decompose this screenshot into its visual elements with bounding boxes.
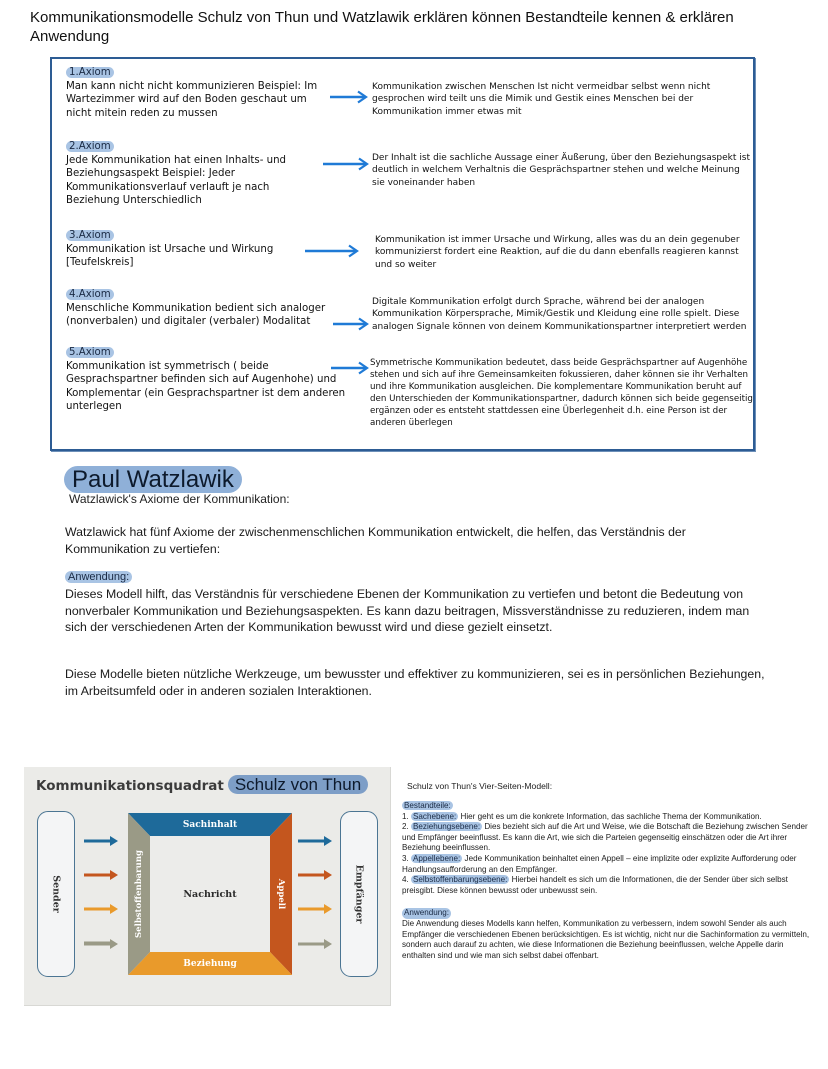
receiver-box [340,811,378,977]
arrow-gray-icon [296,937,336,951]
center-nachricht-label: Nachricht [183,889,237,900]
component-text: Hier geht es um die konkrete Information, das sachliche Thema der Kommunikation. [458,811,762,821]
page-title: Kommunikationsmodelle Schulz von Thun und Watzlawik erklären können Bestandteile kennen & erklären Anwendung [30,9,734,45]
diagram-title-text: Kommunikationsquadrat [36,778,224,794]
axiom-4-statement: Menschliche Kommunikation bedient sich analoger (nonverbalen) und digitaler (verbaler) Modalitat [66,302,326,328]
axiom-5-statement: Kommunikation ist symmetrisch ( beide Gesprachspartner befinden sich auf Augenhohe) und Komplementar (ein Gesprachspartner ist dem anderen unterlegen [66,360,346,413]
diagram-title [36,775,368,795]
message-square [128,813,292,975]
arrow-right-icon [332,317,370,331]
svt-body [402,801,814,961]
axiom-2-explanation: Der Inhalt ist die sachliche Aussage einer Äußerung, über den Beziehungsaspekt ist deutlich in welchem Verhaltnis die Gesprächspartner stehen und welche Meinung sie voneinander haben [372,153,750,188]
axiom-1-statement-block [66,66,356,120]
svt-heading: Schulz von Thun's Vier-Seiten-Modell: [407,781,553,791]
axiom-2-statement-block [66,140,356,208]
receiver-label: Empfänger [353,864,365,924]
axiom-5-explanation: Symmetrische Kommunikation bedeutet, dass beide Gesprächspartner auf Augenhöhe stehen und sich auf ihre Gemeinsamkeiten fokussieren, daher können sie ihr Verhalten und ihre Kommunikation ausgleichen. Die komplementare Kommunikation beruht auf den Unterschieden der Kommunikationspartner, dadurch können sich beide gegenseitig ergänzen oder es entsteht stattdessen eine Überlegenheit d.h. eine Person ist der anderen überlegen [370,358,753,428]
component-text: Jede Kommunikation beinhaltet einen Appell – eine implizite oder explizite Aufforderung oder Handlungsaufforderung an den Empfänger. [402,853,797,874]
component-term: Sachebene: [413,811,457,821]
axiom-1-explanation: Kommunikation zwischen Menschen Ist nicht vermeidbar selbst wenn nicht gesprochen wird teilt uns die Mimik und Gestik eines Menschen bei der Kommunikation immer etwas mit [372,82,711,117]
arrow-gray-icon [82,937,122,951]
arrow-right-icon [322,157,370,171]
arrow-right-icon [330,361,370,375]
side-selbstoffenbarung-label: Selbstoffenbarung [134,850,144,938]
component-number: 3. [402,853,409,863]
side-appell-label: Appell [276,878,286,910]
component-text: Hierbei handelt es sich um die Informationen, die der Sender über sich selbst preisgibt. Diese können bewusst oder unbewusst sein. [402,875,788,895]
axiom-4-label: 4.Axiom [66,289,114,300]
arrow-right-icon [304,244,360,258]
axiom-3-explanation: Kommunikation ist immer Ursache und Wirkung, alles was du an dein gegenuber kommunizierst fordert eine Reaktion, auf die du dann ebenfalls reagieren kannst und so weiter [375,235,740,270]
axiom-2-label: 2.Axiom [66,141,114,152]
sender-label: Sender [50,875,62,913]
watzlawik-heading-text: Paul Watzlawik [64,466,242,493]
axiom-4-explanation: Digitale Kommunikation erfolgt durch Sprache, während bei der analogen Kommunikation Körpersprache, Mimik/Gestik und Kleidung eine rolle spielt. Diese analogen Signale können von deinem Kommunikationspartner interpretiert werden [372,297,747,332]
axiom-1-statement: Man kann nicht nicht kommunizieren Beispiel: Im Wartezimmer wird auf den Boden geschaut um nicht mitein reden zu mussen [66,80,318,119]
axiom-5-statement-block [66,346,356,414]
svt-application-label: Anwendung: [404,908,450,918]
side-sachinhalt-label: Sachinhalt [182,820,238,830]
svt-component-3 [402,854,814,875]
watzlawik-heading [64,466,242,494]
sender-box [37,811,75,977]
svt-component-2 [402,822,814,854]
receiver-arrows-icon [296,833,336,943]
component-term: Selbstoffenbarungsebene: [413,875,508,885]
svt-components-label: Bestandteile: [404,801,451,810]
component-text: Dies bezieht sich auf die Art und Weise, wie die Botschaft die Beziehung zwischen Sender und Empfänger beeinflusst. Es kann die Art, wie sich die Parteien gegenseitig einschätzen oder die Art ihrer Beziehung beeinflussen. [402,822,808,853]
svt-component-4 [402,875,814,896]
watzlawik-closing: Diese Modelle bieten nützliche Werkzeuge, um bewusster und effektiver zu kommunizieren, sei es in persönlichen Beziehungen, im Arbeitsumfeld oder in anderen sozialen Interaktionen. [65,667,765,698]
component-number: 1. [402,811,409,821]
axioms-box [50,57,755,451]
watzlawik-application-label [65,571,132,583]
axiom-4-statement-block [66,288,356,329]
watzlawik-subheading: Watzlawick's Axiome der Kommunikation: [69,492,290,506]
arrow-right-icon [329,90,369,104]
watzlawik-application-text: Dieses Modell hilft, das Verständnis für verschiedene Ebenen der Kommunikation zu vertiefen und betont die Bedeutung von nonverbaler Kommunikation und Beziehungsaspekten. Es kann dazu beitragen, Missverständnisse zu reduzieren, indem man sich der verschiedenen Arten der Kommunikation bewusst wird und diese gezielt einsetzt. [65,587,750,634]
kommunikationsquadrat-diagram [24,767,391,1006]
axiom-1-label: 1.Axiom [66,67,114,78]
axiom-2-statement: Jede Kommunikation hat einen Inhalts- und Beziehungsaspekt Beispiel: Jeder Kommunikationsverlauf verlauft je nach Beziehung Unterschiedlich [66,154,286,207]
side-beziehung-label: Beziehung [183,959,237,969]
watzlawik-application-label-text: Anwendung: [65,571,132,583]
axiom-3-label: 3.Axiom [66,230,114,241]
component-number: 2. [402,822,409,832]
axiom-3-statement: Kommunikation ist Ursache und Wirkung [Teufelskreis] [66,243,274,269]
sender-arrows-icon [82,833,122,943]
svt-component-1 [402,812,814,823]
component-term: Beziehungsebene: [413,822,481,832]
component-term: Appellebene: [413,853,461,863]
axiom-5-label: 5.Axiom [66,347,114,358]
diagram-title-highlight: Schulz von Thun [228,775,368,794]
component-number: 4. [402,875,409,885]
watzlawik-intro: Watzlawick hat fünf Axiome der zwischenmenschlichen Kommunikation entwickelt, die helfen, das Verständnis der Kommunikation zu vertiefen: [65,525,686,556]
svt-application-text: Die Anwendung dieses Modells kann helfen, Kommunikation zu verbessern, indem sowohl Sender als auch Empfänger die verschiedenen Ebenen berücksichtigen. Es ist wichtig, nicht nur die Sachinformation zu vermitteln, sondern auch darauf zu achten, wie diese Informationen die Beziehung beeinflussen, welche Appelle darin enthalten sind und wie man sich selbst dabei offenbart. [402,918,810,960]
